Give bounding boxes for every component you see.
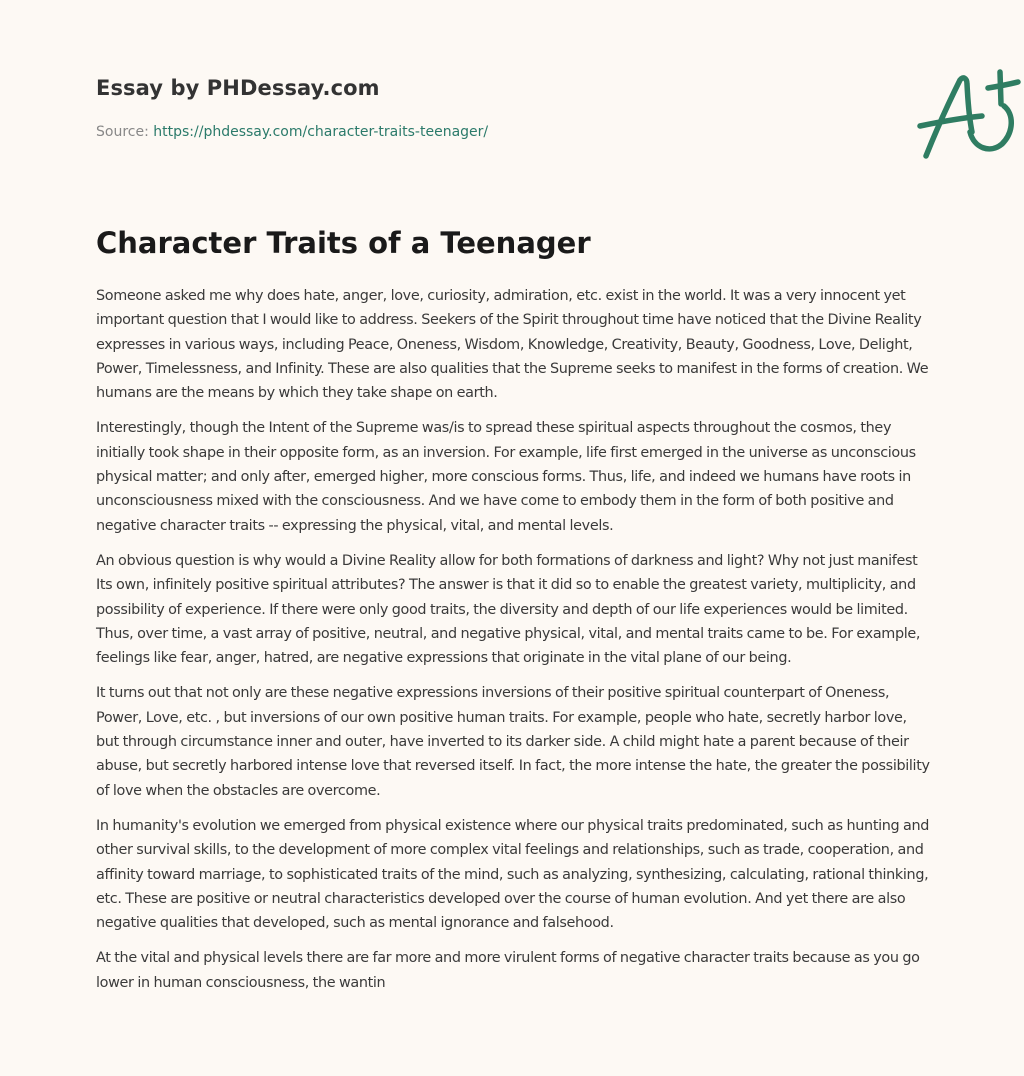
essay-body: [96, 284, 932, 1006]
essay-title: Character Traits of a Teenager: [96, 226, 591, 260]
source-line: [96, 124, 488, 140]
essay-paragraph: An obvious question is why would a Divine Reality allow for both formations of darkness and light? Why not just manifest Its own, infinitely positive spiritual attributes? The answer is that it did so to enable the greatest variety, multiplicity, and possibility of experience. If there were only good traits, the diversity and depth of our life experiences would be limited. Thus, over time, a vast array of positive, neutral, and negative physical, vital, and mental traits came to be. For example, feelings like fear, anger, hatred, are negative expressions that originate in the vital plane of our being.: [96, 552, 921, 667]
essay-paragraph: In humanity's evolution we emerged from physical existence where our physical traits predominated, such as hunting and other survival skills, to the development of more complex vital feelings and relationships, such as trade, cooperation, and affinity toward marriage, to sophisticated traits of the mind, such as analyzing, synthesizing, calculating, rational thinking, etc. These are positive or neutral characteristics developed over the course of human evolution. And yet there are also negative qualities that developed, such as mental ignorance and falsehood.: [96, 817, 930, 932]
source-label: Source:: [96, 124, 154, 140]
essay-paragraph: Interestingly, though the Intent of the Supreme was/is to spread these spiritual aspects throughout the cosmos, they initially took shape in their opposite form, as an inversion. For example, life first emerged in the universe as unconscious physical matter; and only after, emerged higher, more conscious forms. Thus, life, and indeed we humans have roots in unconsciousness mixed with the consciousness. And we have come to embody them in the form of both positive and negative character traits -- expressing the physical, vital, and mental levels.: [96, 420, 916, 534]
a-plus-grade-icon: [914, 66, 1024, 166]
essay-paragraph: It turns out that not only are these negative expressions inversions of their positive spiritual counterpart of Oneness, Power, Love, etc. , but inversions of our own positive human traits. For example, people who hate, secretly harbor love, but through circumstance inner and outer, have inverted to its darker side. A child might hate a parent because of their abuse, but secretly harbored intense love that reversed itself. In fact, the more intense the hate, the greater the possibility of love when the obstacles are overcome.: [96, 685, 930, 799]
source-link[interactable]: https://phdessay.com/character-traits-teenager/: [153, 124, 489, 140]
site-title: Essay by PHDessay.com: [96, 76, 380, 100]
essay-paragraph: Someone asked me why does hate, anger, love, curiosity, admiration, etc. exist in the world. It was a very innocent yet important question that I would like to address. Seekers of the Spirit throughout time have noticed that the Divine Reality expresses in various ways, including Peace, Oneness, Wisdom, Knowledge, Creativity, Beauty, Goodness, Love, Delight, Power, Timelessness, and Infinity. These are also qualities that the Supreme seeks to manifest in the forms of creation. We humans are the means by which they take shape on earth.: [96, 288, 929, 402]
essay-paragraph: At the vital and physical levels there are far more and more virulent forms of negative character traits because as you go lower in human consciousness, the wantin: [96, 950, 920, 991]
